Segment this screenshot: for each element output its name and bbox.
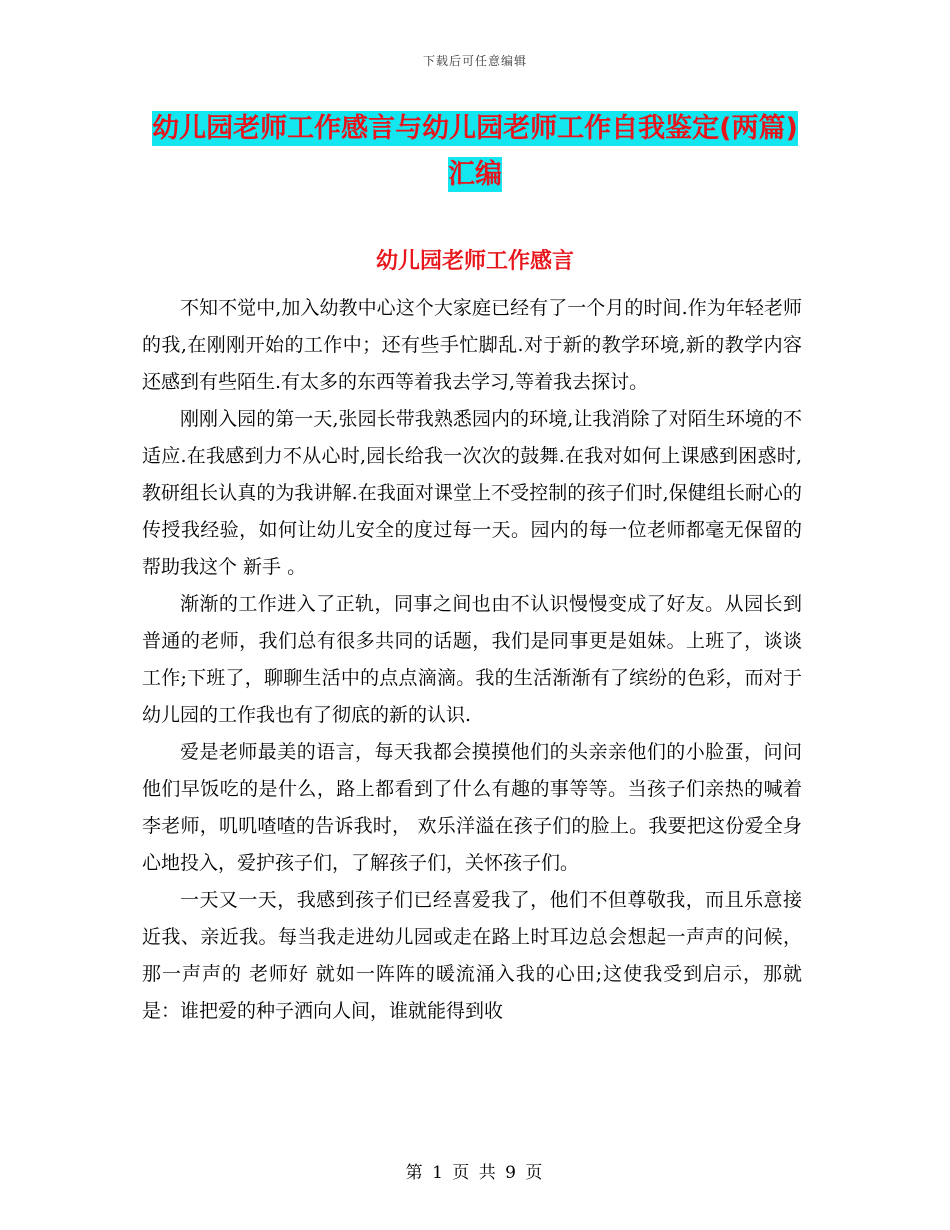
paragraph: 刚刚入园的第一天,张园长带我熟悉园内的环境,让我消除了对陌生环境的不适应.在我感到力不从心时,园长给我一次次的鼓舞.在我对如何上课感到困惑时,教研组长认真的为我讲解.在我面对课堂上不受控制的孩子们时,保健组长耐心的传授我经验，如何让幼儿安全的度过每一天。园内的每一位老师都毫无保留的帮助我这个 新手 。 [142,408,802,578]
document-title [140,106,810,198]
page-number: 第 1 页 共 9 页 [405,1163,545,1183]
paragraph: 爱是老师最美的语言，每天我都会摸摸他们的头亲亲他们的小脸蛋，问问他们早饭吃的是什么，路上都看到了什么有趣的事等等。当孩子们亲热的喊着李老师，叽叽喳喳的告诉我时， 欢乐洋溢在孩子们的脸上。我要把这份爱全身心地投入，爱护孩子们，了解孩子们，关怀孩子们。 [142,741,802,874]
paragraph: 不知不觉中,加入幼教中心这个大家庭已经有了一个月的时间.作为年轻老师的我,在刚刚开始的工作中；还有些手忙脚乱.对于新的教学环境,新的教学内容还感到有些陌生.有太多的东西等着我去学习,等着我去探讨。 [142,297,802,393]
document-title-text: 幼儿园老师工作感言与幼儿园老师工作自我鉴定(两篇)汇编 [152,113,798,190]
article-body [142,290,802,1030]
paragraph: 渐渐的工作进入了正轨，同事之间也由不认识慢慢变成了好友。从园长到普通的老师，我们总有很多共同的话题，我们是同事更是姐妹。上班了，谈谈工作;下班了，聊聊生活中的点点滴滴。我的生活渐渐有了缤纷的色彩，而对于幼儿园的工作我也有了彻底的新的认识. [142,593,802,726]
paragraph: 一天又一天，我感到孩子们已经喜爱我了，他们不但尊敬我，而且乐意接近我、亲近我。每当我走进幼儿园或走在路上时耳边总会想起一声声的问候，那一声声的 老师好 就如一阵阵的暖流涌入我的心田;这使我受到启示，那就是：谁把爱的种子洒向人间，谁就能得到收 [142,889,802,1022]
header-note: 下载后可任意编辑 [422,54,527,68]
section-title: 幼儿园老师工作感言 [375,249,574,274]
